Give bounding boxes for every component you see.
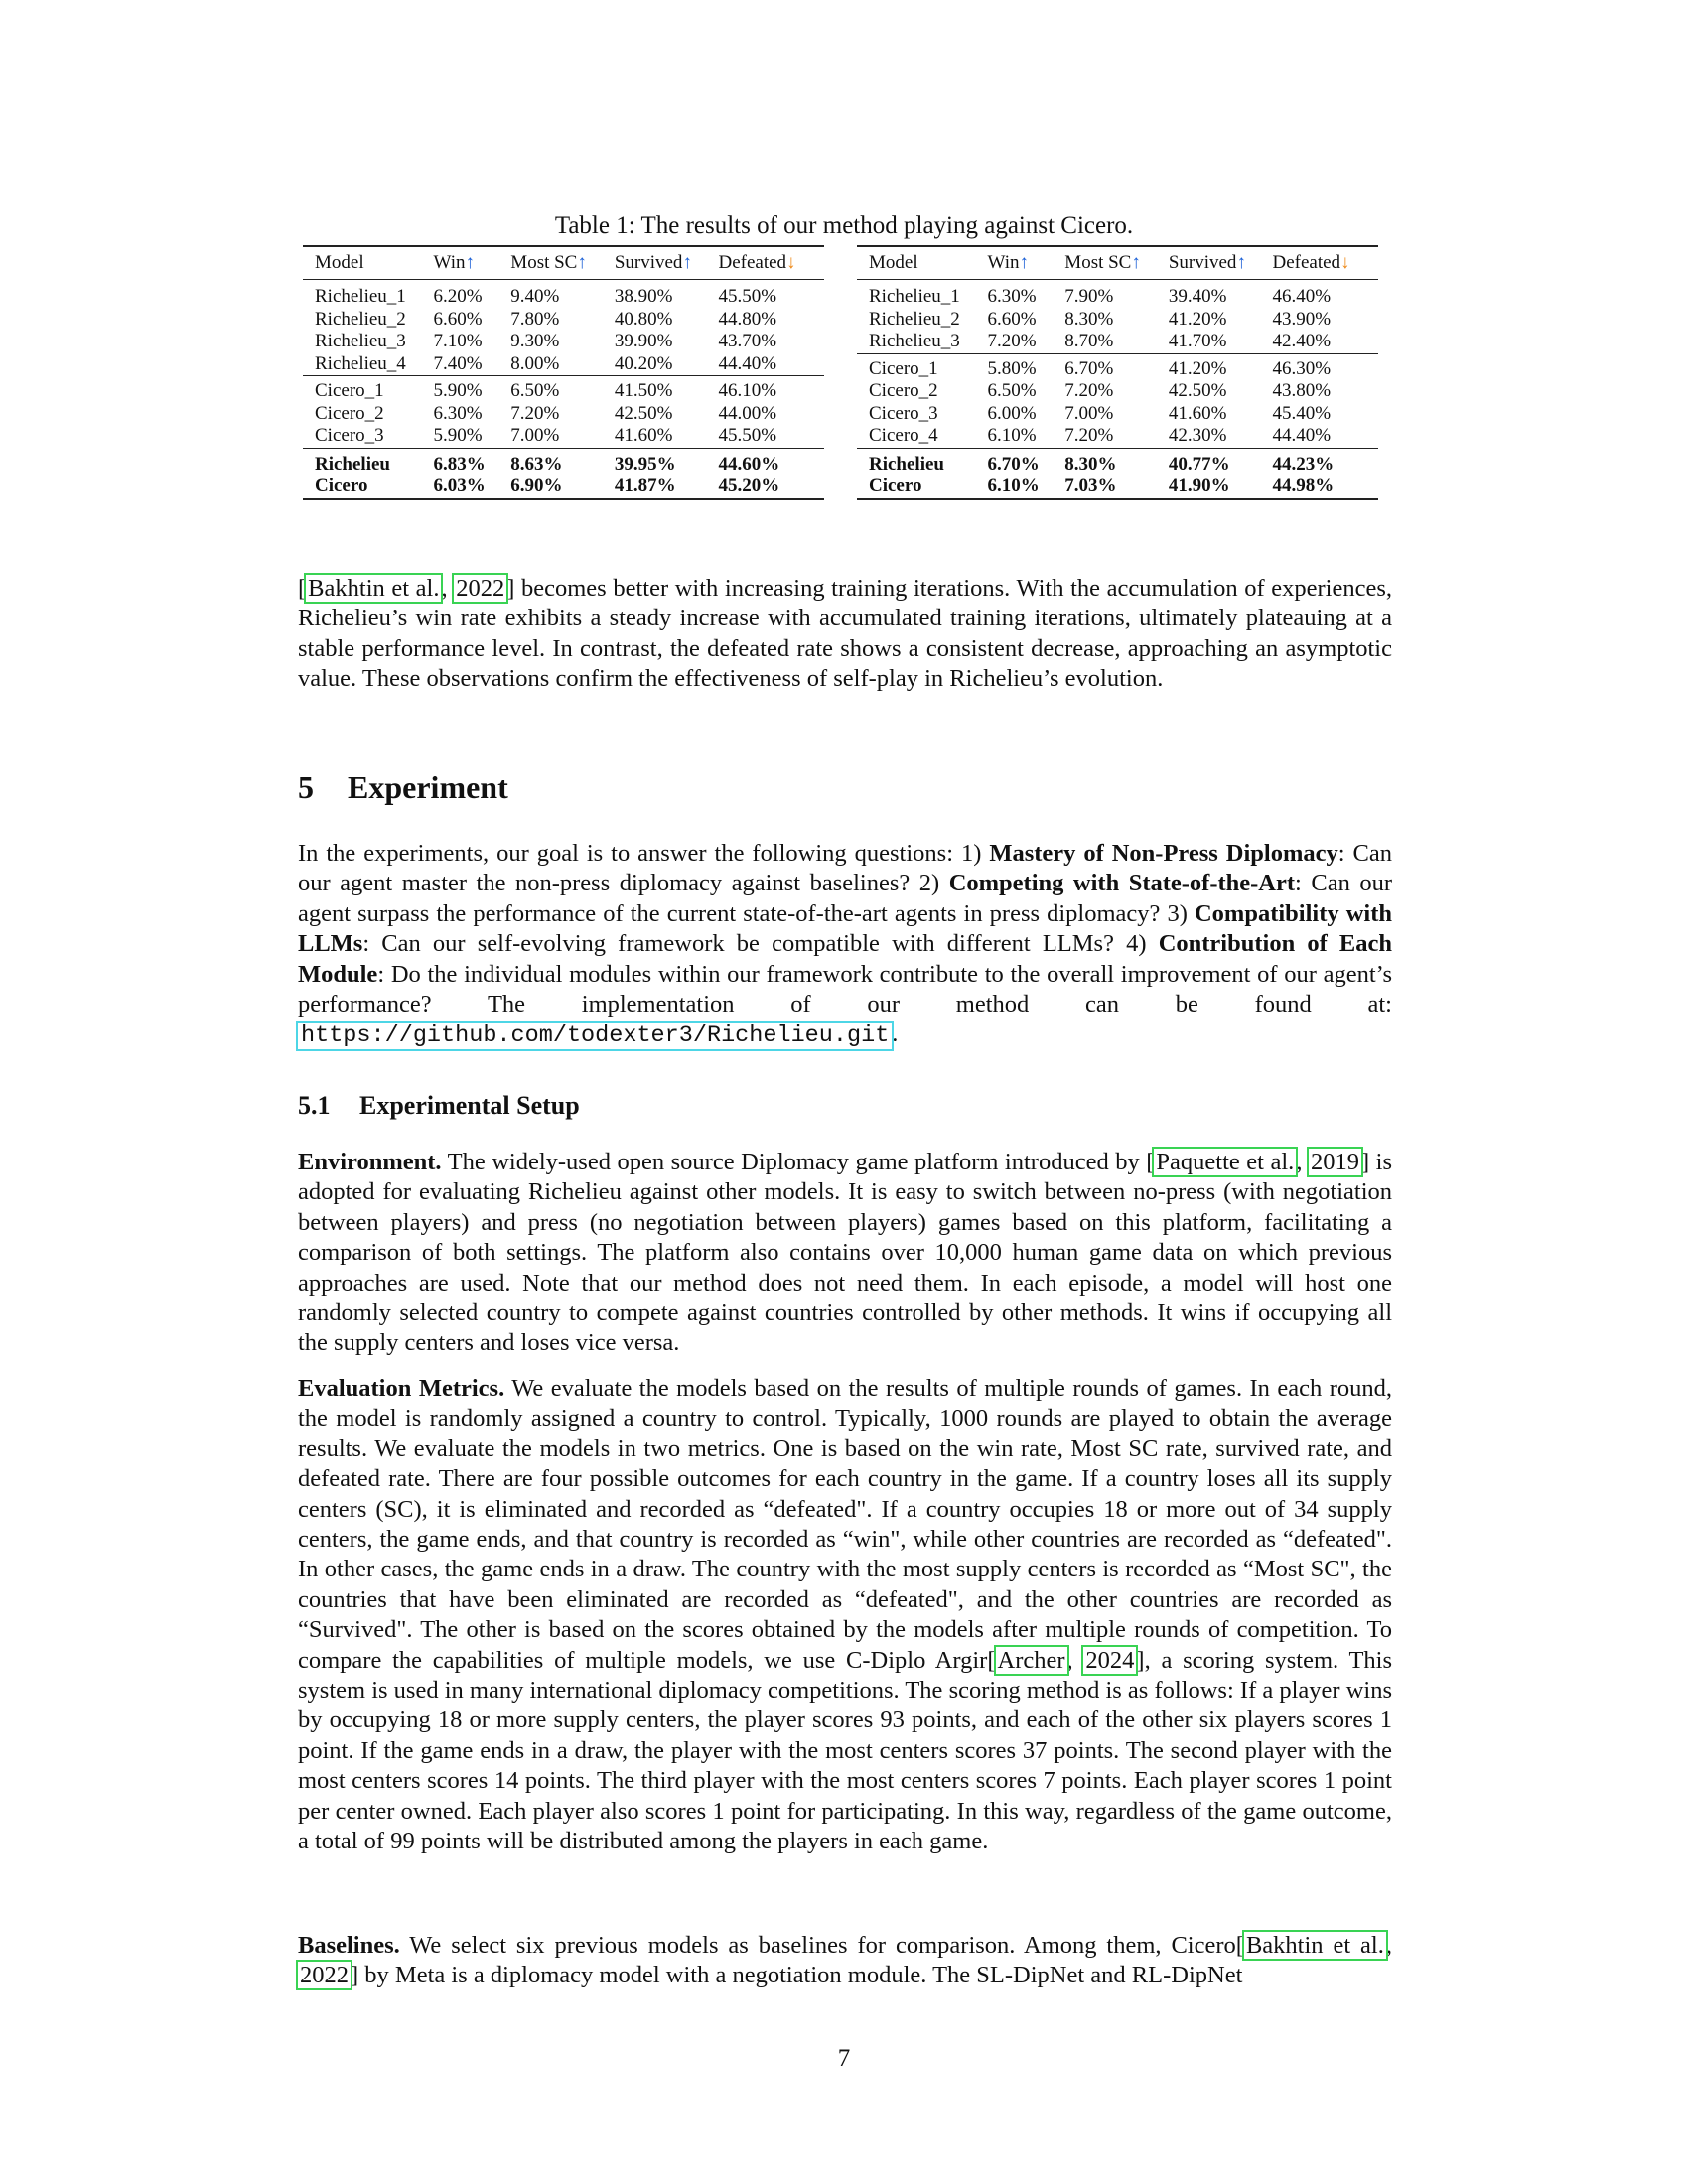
model-name-cell: Richelieu_2	[315, 308, 406, 330]
table-row	[857, 331, 1378, 353]
value-cell: 44.80%	[718, 308, 777, 330]
model-name-cell: Richelieu	[303, 448, 434, 476]
value-cell: 7.40%	[433, 352, 483, 374]
citation-link[interactable]: Paquette et al.	[1156, 1149, 1295, 1175]
value-cell: 8.70%	[1064, 331, 1114, 351]
value-cell: 39.90%	[614, 331, 673, 351]
paragraph-environment: Environment. The widely-used open source Diplomacy game platform introduced by [Paquette et al., 2019] is adopted for evaluating Richelieu against other models. It is easy to switch between no-press (with negotiation between players) and press (no negotiation between players) games based on this platform, facilitating a comparison of both settings. The platform also contains over 10,000 human game data on which previous approaches are used. Note that our method does not need them. In each episode, a model will host one randomly selected country to compete against countries controlled by other methods. It wins if occupying all the supply centers and loses vice versa.	[298, 1149, 1393, 1357]
value-cell: 40.80%	[614, 308, 673, 330]
arrow-up-icon: ↑	[465, 252, 475, 273]
model-name-cell: Cicero_1	[303, 376, 434, 403]
model-name-cell: Richelieu_1	[315, 286, 406, 307]
value-cell: 7.20%	[510, 402, 560, 424]
column-header: Defeated↓	[1272, 252, 1350, 273]
model-name-cell: Cicero_2	[869, 380, 938, 401]
value-cell: 41.87%	[614, 476, 676, 496]
model-name-cell: Richelieu_3	[869, 331, 960, 351]
table-row	[857, 425, 1378, 448]
model-name-cell: Cicero_2	[315, 402, 384, 424]
value-cell: 5.90%	[434, 376, 511, 403]
paragraph-questions: In the experiments, our goal is to answer the following questions: 1) Mastery of Non-Press Diplomacy: Can our agent master the non-press diplomacy against baselines? 2) Competing with State-of-the-Art: Can our agent surpass the performance of the current state-of-the-art agents in press diplomacy? 3) Compatibility with LLMs: Can our self-evolving framework be compatible with different LLMs? 4) Contribution of Each Module: Do the individual modules within our framework contribute to the overall improvement of our agent’s performance? The implementation of our method can be found at: https://github.com/todexter3/Richelieu.git .	[298, 840, 1393, 1050]
value-cell: 42.50%	[1168, 380, 1227, 401]
arrow-up-icon: ↑	[1019, 252, 1029, 273]
value-cell: 6.03%	[433, 476, 486, 496]
value-cell: 9.40%	[510, 286, 560, 307]
section-heading: 5 Experiment	[298, 769, 508, 805]
value-cell: 41.70%	[1168, 331, 1227, 351]
value-cell: 6.00%	[987, 402, 1037, 424]
paragraph-self-play: [Bakhtin et al., 2022] becomes better with increasing training iterations. With the accumulation of experiences, Richelieu’s win rate exhibits a steady increase with accumulated training iterations, ultimately plateauing at a stable performance level. In contrast, the defeated rate shows a consistent decrease, approaching an asymptotic value. These observations confirm the effectiveness of self-play in Richelieu’s evolution.	[298, 575, 1392, 693]
value-cell: 40.20%	[614, 352, 673, 374]
value-cell: 39.40%	[1168, 286, 1227, 307]
model-name-cell: Richelieu_3	[315, 331, 406, 351]
value-cell: 6.70%	[988, 448, 1065, 476]
value-cell: 8.30%	[1064, 448, 1169, 476]
value-cell: 43.70%	[718, 331, 777, 351]
table-header-row	[857, 246, 1378, 280]
value-cell: 44.40%	[718, 352, 777, 374]
value-cell: 44.98%	[1272, 476, 1335, 496]
column-header: Most SC↑	[510, 252, 587, 273]
value-cell: 7.20%	[1064, 425, 1114, 446]
value-cell: 6.20%	[433, 286, 483, 307]
arrow-down-icon: ↓	[1340, 252, 1350, 273]
citation-link[interactable]: Bakhtin et al.	[308, 575, 440, 602]
value-cell: 40.77%	[1169, 448, 1273, 476]
citation-year-link[interactable]: 2024	[1085, 1646, 1135, 1674]
value-cell: 41.60%	[1168, 402, 1227, 424]
table-row	[303, 353, 824, 376]
arrow-up-icon: ↑	[577, 252, 587, 273]
table-caption: Table 1: The results of our method playing against Cicero.	[554, 212, 1134, 239]
table-row	[857, 353, 1378, 380]
value-cell: 39.95%	[615, 448, 719, 476]
value-cell: 6.60%	[433, 308, 483, 330]
value-cell: 7.00%	[510, 425, 560, 446]
model-name-cell: Richelieu_4	[315, 352, 406, 374]
table-row	[857, 403, 1378, 426]
model-name-cell: Cicero_4	[869, 425, 938, 446]
value-cell: 45.50%	[718, 286, 777, 307]
table-row	[303, 476, 824, 499]
value-cell: 46.30%	[1272, 353, 1378, 380]
value-cell: 7.03%	[1064, 476, 1117, 496]
subsection-heading: 5.1 Experimental Setup	[298, 1091, 580, 1120]
value-cell: 41.50%	[615, 376, 719, 403]
table-row	[857, 280, 1378, 309]
results-table-right	[857, 245, 1378, 500]
value-cell: 9.30%	[510, 331, 560, 351]
column-header: Defeated↓	[718, 252, 796, 273]
value-cell: 6.10%	[987, 476, 1040, 496]
column-header: Survived↑	[614, 252, 692, 273]
value-cell: 8.00%	[510, 352, 560, 374]
model-name-cell: Cicero_1	[857, 353, 988, 380]
value-cell: 7.80%	[510, 308, 560, 330]
table-row	[857, 476, 1378, 499]
table-row	[303, 376, 824, 403]
table-row	[857, 380, 1378, 403]
value-cell: 43.90%	[1272, 308, 1332, 330]
value-cell: 41.20%	[1169, 353, 1273, 380]
value-cell: 5.80%	[988, 353, 1065, 380]
column-header: Model	[315, 252, 364, 273]
value-cell: 44.00%	[718, 402, 777, 424]
citation-link[interactable]: Archer	[997, 1646, 1065, 1674]
table-row	[303, 448, 824, 476]
table-row	[303, 403, 824, 426]
model-name-cell: Cicero	[315, 476, 368, 496]
value-cell: 6.50%	[987, 380, 1037, 401]
results-table-left	[303, 245, 824, 500]
value-cell: 7.90%	[1064, 286, 1114, 307]
column-header: Win↑	[433, 252, 475, 273]
value-cell: 6.10%	[987, 425, 1037, 446]
value-cell: 44.60%	[718, 448, 824, 476]
model-name-cell: Cicero_3	[869, 402, 938, 424]
value-cell: 5.90%	[433, 425, 483, 446]
table-row	[303, 280, 824, 309]
value-cell: 43.80%	[1272, 380, 1332, 401]
table-row	[303, 309, 824, 332]
paragraph-evaluation-metrics: Evaluation Metrics. We evaluate the models based on the results of multiple rounds of games. In each round, the model is randomly assigned a country to control. Typically, 1000 rounds are played to obtain the average results. We evaluate the models in two metrics. One is based on the win rate, Most SC rate, survived rate, and defeated rate. There are four possible outcomes for each country in the game. If a country loses all its supply centers (SC), it is eliminated and recorded as “defeated". If a country occupies 18 or more out of 34 supply centers, the game ends, and that country is recorded as “win", while other countries are recorded as “defeated". In other cases, the game ends in a draw. The country with the most supply centers is recorded as “Most SC", the countries that have been eliminated are recorded as “defeated", and the other countries are recorded as “Survived". The other is based on the scores obtained by the models after multiple rounds of competition. To compare the capabilities of multiple models, we use C-Diplo Argir[Archer, 2024], a scoring system. This system is used in many international diplomacy competitions. The scoring method is as follows: If a player wins by occupying 18 or more supply centers, the player scores 93 points, and each of the other six players scores 1 point. If the game ends in a draw, the player with the most centers scores 37 points. The second player with the most centers scores 14 points. The third player with the most centers scores 7 points. Each player scores 1 point per center owned. Each player also scores 1 point for participating. In this way, regardless of the game outcome, a total of 99 points will be distributed among the players in each game.	[298, 1375, 1393, 1855]
citation-year-link[interactable]: 2022	[300, 1962, 349, 1989]
value-cell: 6.90%	[510, 476, 563, 496]
model-name-cell: Richelieu_1	[869, 286, 960, 307]
value-cell: 38.90%	[614, 286, 673, 307]
column-header: Survived↑	[1168, 252, 1246, 273]
value-cell: 45.20%	[718, 476, 780, 496]
model-name-cell: Cicero	[869, 476, 922, 496]
arrow-up-icon: ↑	[682, 252, 692, 273]
table-row	[303, 425, 824, 448]
page-number: 7	[837, 2045, 851, 2072]
citation-year-link[interactable]: 2019	[1310, 1149, 1359, 1175]
value-cell: 41.60%	[614, 425, 673, 446]
value-cell: 7.20%	[987, 331, 1037, 351]
citation-link[interactable]: Bakhtin et al.	[1245, 1932, 1384, 1959]
value-cell: 6.70%	[1064, 353, 1169, 380]
table-row	[857, 448, 1378, 476]
value-cell: 44.23%	[1272, 448, 1378, 476]
value-cell: 6.83%	[434, 448, 511, 476]
arrow-up-icon: ↑	[1236, 252, 1246, 273]
table-row	[303, 331, 824, 353]
value-cell: 46.40%	[1272, 286, 1332, 307]
table-header-row	[303, 246, 824, 280]
arrow-up-icon: ↑	[1131, 252, 1141, 273]
value-cell: 7.10%	[433, 331, 483, 351]
column-header: Most SC↑	[1064, 252, 1141, 273]
github-link[interactable]: https://github.com/todexter3/Richelieu.git	[298, 1023, 892, 1049]
citation-year-link[interactable]: 2022	[456, 575, 505, 602]
value-cell: 7.20%	[1064, 380, 1114, 401]
model-name-cell: Richelieu	[857, 448, 988, 476]
value-cell: 44.40%	[1272, 425, 1332, 446]
value-cell: 46.10%	[718, 376, 824, 403]
value-cell: 42.50%	[614, 402, 673, 424]
value-cell: 6.30%	[987, 286, 1037, 307]
value-cell: 41.90%	[1168, 476, 1230, 496]
value-cell: 42.30%	[1168, 425, 1227, 446]
model-name-cell: Richelieu_2	[869, 308, 960, 330]
value-cell: 45.40%	[1272, 402, 1332, 424]
value-cell: 42.40%	[1272, 331, 1332, 351]
column-header: Win↑	[987, 252, 1029, 273]
value-cell: 6.30%	[433, 402, 483, 424]
model-name-cell: Cicero_3	[315, 425, 384, 446]
value-cell: 7.00%	[1064, 402, 1114, 424]
table-row	[857, 309, 1378, 332]
value-cell: 45.50%	[718, 425, 777, 446]
value-cell: 41.20%	[1168, 308, 1227, 330]
value-cell: 8.63%	[510, 448, 615, 476]
value-cell: 6.50%	[510, 376, 615, 403]
value-cell: 6.60%	[987, 308, 1037, 330]
column-header: Model	[869, 252, 918, 273]
paragraph-baselines: Baselines. We select six previous models as baselines for comparison. Among them, Cicero[Bakhtin et al., 2022] by Meta is a diplomacy model with a negotiation module. The SL-DipNet and RL-DipNet	[298, 1932, 1392, 1989]
arrow-down-icon: ↓	[786, 252, 796, 273]
value-cell: 8.30%	[1064, 308, 1114, 330]
